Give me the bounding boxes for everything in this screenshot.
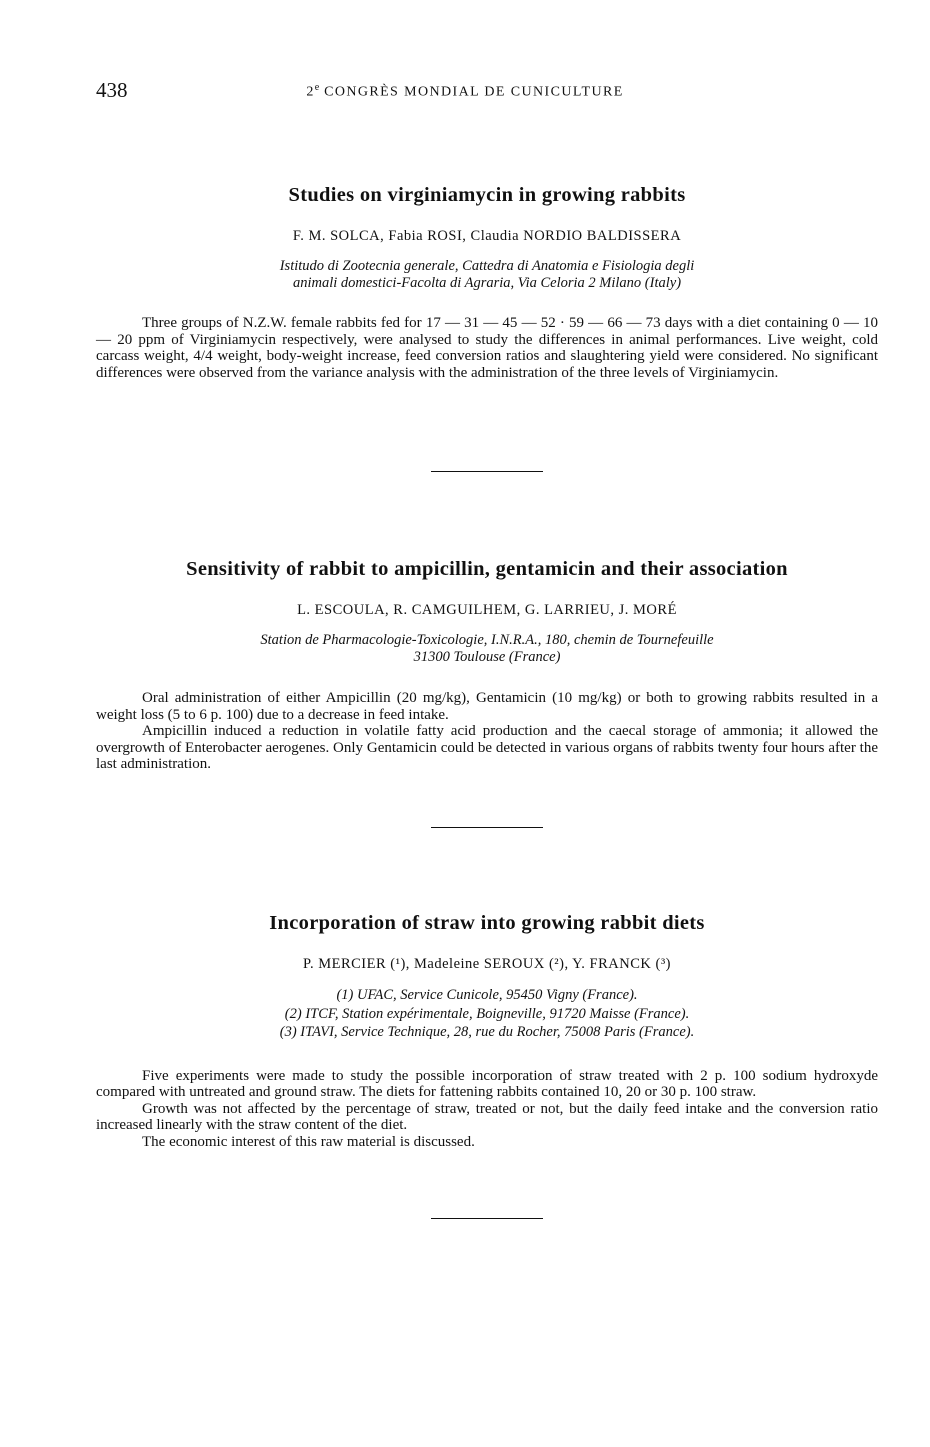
abstract-paragraph: Oral administration of either Ampicillin (20 mg/kg), Gentamicin (10 mg/kg) or both to growing rabbits resulted in a weight loss (5 to 6 p. 100) due to a decrease in feed intake. [96,690,878,723]
article-ampicillin-gentamicin [96,558,878,773]
article-straw-diets [96,912,878,1150]
affiliation-line: Station de Pharmacologie-Toxicologie, I.N.R.A., 180, chemin de Tournefeuille [260,632,714,648]
page-number: 438 [96,78,128,102]
article-abstract [96,315,878,381]
article-affiliation [96,986,878,1042]
abstract-paragraph: Five experiments were made to study the possible incorporation of straw treated with 2 p. 100 sodium hydroxyde compared with untreated and ground straw. The diets for fattening rabbits contained 10, 20 or 30 p. 100 straw. [96,1067,878,1100]
affiliation-line: (1) UFAC, Service Cunicole, 95450 Vigny (France). [336,987,638,1003]
running-head-superscript: e [314,82,320,93]
article-abstract [96,690,878,773]
article-affiliation [96,632,878,666]
abstract-paragraph: Ampicillin induced a reduction in volatile fatty acid production and the caecal storage of ammonia; it allowed the overgrowth of Enterobacter aerogenes. Only Gentamicin could be detected in various organs of rabbits twenty four hours after the last administration. [96,723,878,772]
article-affiliation [96,258,878,292]
article-authors: P. MERCIER (¹), Madeleine SEROUX (²), Y. FRANCK (³) [302,956,671,972]
article-authors: L. ESCOULA, R. CAMGUILHEM, G. LARRIEU, J. MORÉ [297,602,677,618]
section-divider [431,471,543,472]
affiliation-line: Istitudo di Zootecnia generale, Cattedra di Anatomia e Fisiologia degli [279,258,695,274]
article-virginiamycin [96,184,878,381]
section-divider [431,1218,543,1219]
affiliation-line: 31300 Toulouse (France) [413,649,561,665]
abstract-paragraph: Three groups of N.Z.W. female rabbits fed for 17 — 31 — 45 — 52 · 59 — 66 — 73 days with a diet containing 0 — 10 — 20 ppm of Virginiamycin respectively, were analysed to study the differences in animal performances. Live weight, cold carcass weight, 4/4 weight, body-weight increase, feed conversion ratios and slaughtering yield were considered. No significant differences were observed from the variance analysis with the administration of the three levels of Virginiamycin. [96,315,878,381]
article-title: Studies on virginiamycin in growing rabbits [288,184,686,206]
article-title: Incorporation of straw into growing rabbit diets [269,912,705,934]
affiliation-line: animali domestici-Facolta di Agraria, Via Celoria 2 Milano (Italy) [292,275,682,291]
running-head [0,82,930,101]
running-head-text: CONGRÈS MONDIAL DE CUNICULTURE [319,84,624,100]
article-title: Sensitivity of rabbit to ampicillin, gentamicin and their association [186,558,788,580]
affiliation-line: (2) ITCF, Station expérimentale, Boigneville, 91720 Maisse (France). [284,1005,690,1022]
abstract-paragraph: The economic interest of this raw material is discussed. [142,1133,475,1150]
abstract-paragraph: Growth was not affected by the percentage of straw, treated or not, but the daily feed intake and the conversion ratio increased linearly with the straw content of the diet. [96,1100,878,1133]
running-head-prefix: 2 [306,84,315,100]
section-divider [431,827,543,828]
article-authors: F. M. SOLCA, Fabia ROSI, Claudia NORDIO BALDISSERA [292,228,682,244]
article-abstract [96,1068,878,1151]
affiliation-line: (3) ITAVI, Service Technique, 28, rue du Rocher, 75008 Paris (France). [279,1024,695,1040]
